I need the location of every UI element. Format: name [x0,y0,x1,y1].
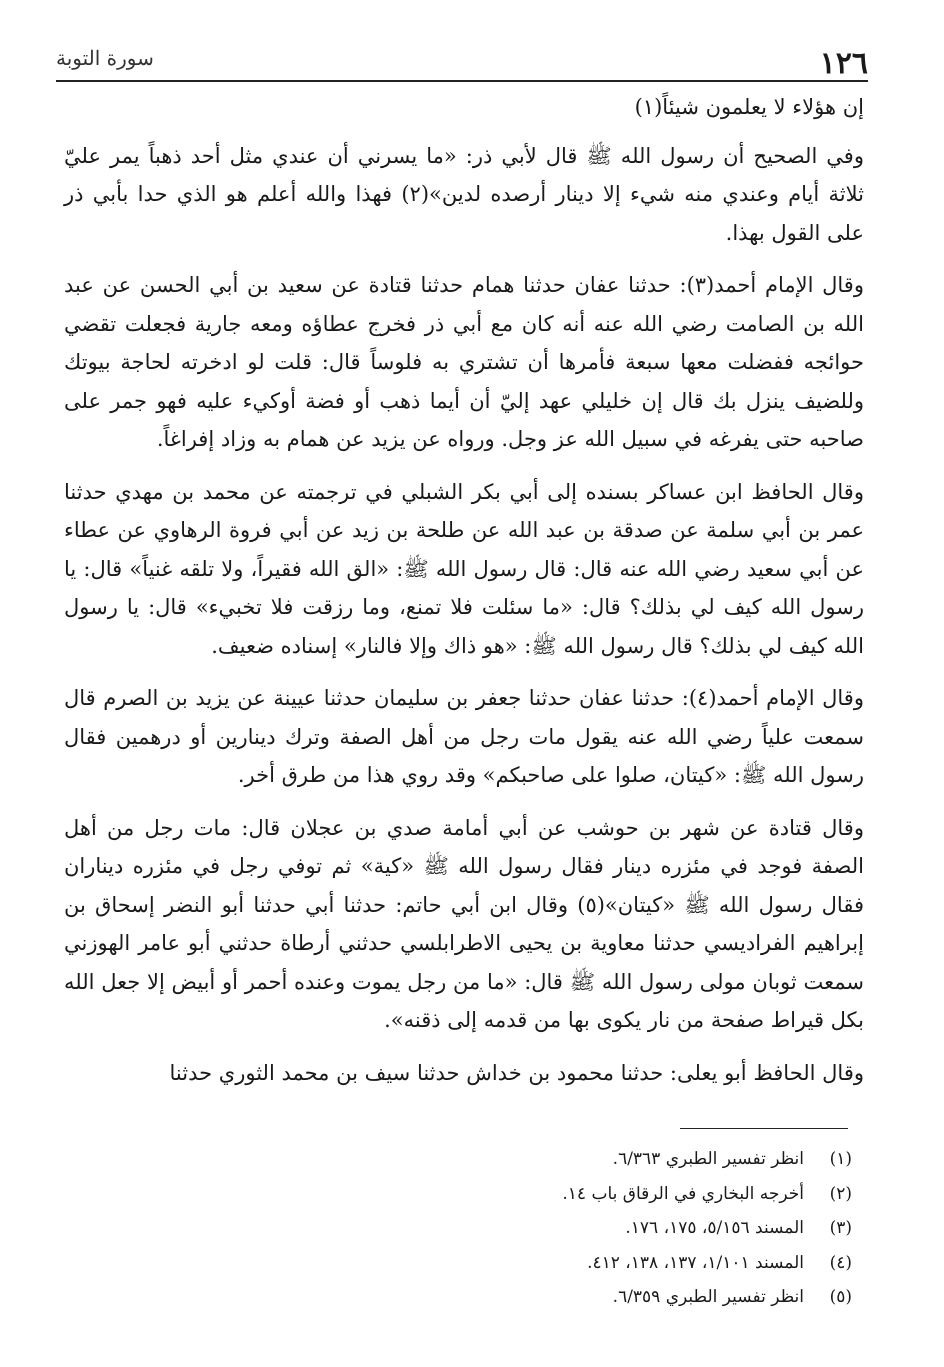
footnotes [300,1142,852,1315]
footnote-number: (٥) [829,1287,852,1307]
running-title: سورة التوبة [56,46,154,70]
footnote [300,1142,852,1177]
footnote-number: (١) [829,1149,852,1169]
paragraph: وفي الصحيح أن رسول الله ﷺ قال لأبي ذر: «ما يسرني أن عندي مثل أحد ذهباً يمر عليّ ثلاثة أيام وعندي منه شيء إلا دينار أرصده لدين»(٢) فهذا والله أعلم هو الذي حدا بأبي ذر على القول بهذا. [64,143,864,245]
page-header [56,40,868,80]
main-text [64,88,864,1106]
header-rule [56,80,868,82]
footnote-number: (٢) [829,1183,852,1204]
footnote-text: انظر تفسير الطبري ٦/٣٥٩. [612,1287,804,1307]
paragraph: وقال قتادة عن شهر بن حوشب عن أبي أمامة صدي بن عجلان قال: مات رجل من أهل الصفة فوجد في مئزره دينار فقال رسول الله ﷺ «كية» ثم توفي رجل في مئزره ديناران فقال رسول الله ﷺ «كيتان»(٥) وقال ابن أبي حاتم: حدثنا أبي حدثنا أبو النضر إسحاق بن إبراهيم الفراديسي حدثنا معاوية بن يحيى الاطرابلسي حدثني أرطاة حدثني أبو عامر الهوزني سمعت ثوبان مولى رسول الله ﷺ قال: «ما من رجل يموت وعنده أحمر أو أبيض إلا جعل الله بكل قيراط صفحة من نار يكوى بها من قدمه إلى ذقنه». [64,815,864,1032]
footnote-number: (٤) [829,1252,852,1273]
footnote [300,1211,852,1246]
footnote-text: المسند ١/١٠١، ١٣٧، ١٣٨، ٤١٢. [587,1252,804,1273]
footnote-text: أخرجه البخاري في الرقاق باب ١٤. [562,1183,804,1204]
footnote-text: انظر تفسير الطبري ٦/٣٦٣. [612,1149,804,1169]
paragraph: وقال الحافظ أبو يعلى: حدثنا محمود بن خداش حدثنا سيف بن محمد الثوري حدثنا [169,1060,864,1085]
page-number: ١٢٦ [819,46,868,81]
paragraph: وقال الإمام أحمد(٤): حدثنا عفان حدثنا جعفر بن سليمان حدثنا عيينة عن يزيد بن الصرم قال سمعت علياً رضي الله عنه يقول مات رجل من أهل الصفة وترك دينارين أو درهمين فقال رسول الله ﷺ: «كيتان، صلوا على صاحبكم» وقد روي هذا من طرق أخر. [64,686,864,787]
paragraph: وقال الحافظ ابن عساكر بسنده إلى أبي بكر الشبلي في ترجمته عن محمد بن مهدي حدثنا عمر بن أبي سلمة عن صدقة بن عبد الله عن طلحة بن زيد عن أبي فروة الرهاوي عن عطاء عن أبي سعيد رضي الله عنه قال: قال رسول الله ﷺ: «الق الله فقيراً، ولا تلقه غنياً» قال: يا رسول الله كيف لي بذلك؟ قال: «ما سئلت فلا تمنع، وما رزقت فلا تخبيء» قال: يا رسول الله كيف لي بذلك؟ قال رسول الله ﷺ: «هو ذاك وإلا فالنار» إسناده ضعيف. [64,479,864,658]
footnote-number: (٣) [829,1218,852,1238]
footnote [300,1246,852,1281]
footnote [300,1280,852,1315]
footnote [300,1177,852,1212]
paragraph: وقال الإمام أحمد(٣): حدثنا عفان حدثنا همام حدثنا قتادة عن سعيد بن أبي الحسن عن عبد الله بن الصامت رضي الله عنه أنه كان مع أبي ذر فخرج عطاؤه ومعه جارية فجعلت تقضي حوائجه ففضلت معها سبعة فأمرها أن تشتري به فلوساً قال: قلت لو ادخرته لحاجة بيوتك وللضيف ينزل بك قال إن خليلي عهد إليّ أن أيما ذهب أو فضة أوكيء عليه فهو جمر على صاحبه حتى يفرغه في سبيل الله عز وجل. ورواه عن يزيد عن همام به وزاد إفراغاً. [64,273,864,451]
footnote-text: المسند ٥/١٥٦، ١٧٥، ١٧٦. [625,1218,804,1238]
paragraph: إن هؤلاء لا يعلمون شيئاً(١) [634,95,864,119]
footnote-rule [680,1128,848,1129]
